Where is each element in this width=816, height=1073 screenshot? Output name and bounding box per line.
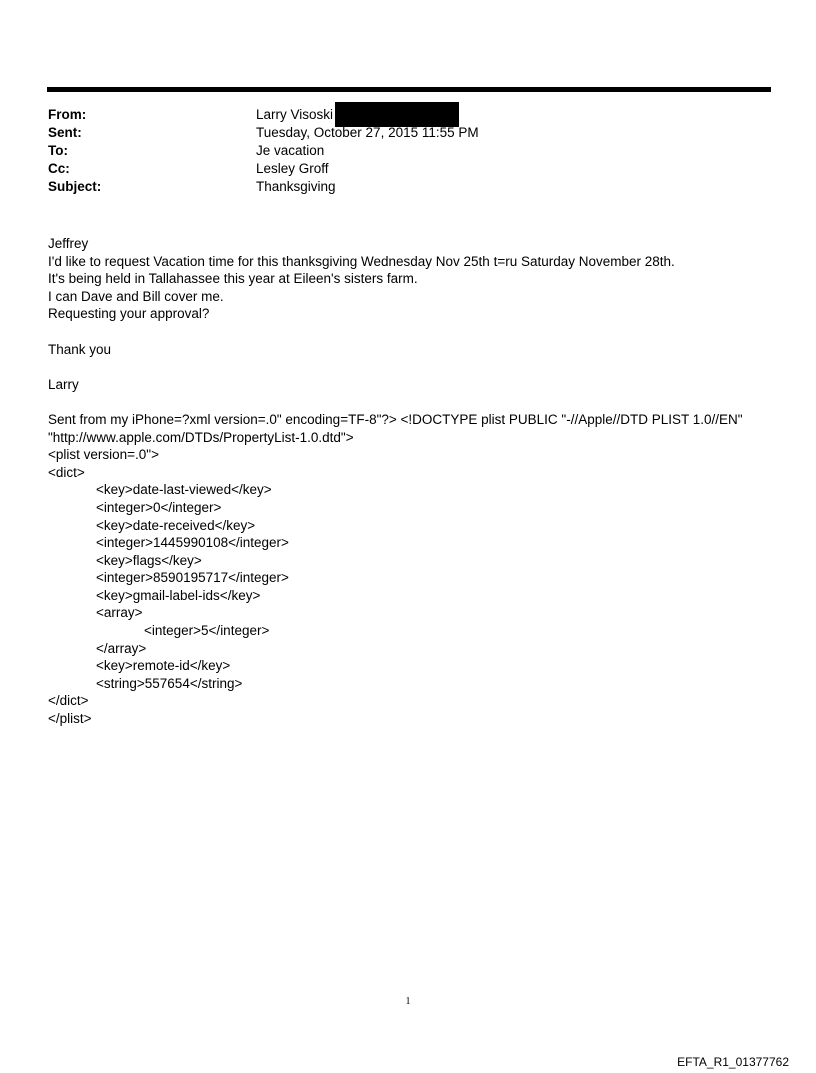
to-label: To: (48, 143, 68, 158)
subject-row (48, 178, 479, 196)
email-body (48, 235, 788, 728)
to-value: Je vacation (256, 143, 325, 158)
plist-key: <key>gmail-label-ids</key> (96, 587, 261, 603)
sent-from-line: Sent from my iPhone=?xml version=.0" encoding=TF-8"?> <!DOCTYPE plist PUBLIC "-//Apple//DTD PLIST 1.0//EN" (48, 411, 743, 427)
email-header (48, 106, 479, 196)
from-value: Larry Visoski (256, 107, 334, 122)
body-paragraph: It's being held in Tallahassee this year at Eileen's sisters farm. (48, 271, 418, 287)
plist-key: <key>date-last-viewed</key> (96, 482, 272, 498)
from-value-wrap (256, 106, 459, 124)
plist-value: <integer>5</integer> (144, 623, 270, 639)
cc-row (48, 160, 479, 178)
dtd-url-line: "http://www.apple.com/DTDs/PropertyList-1.0.dtd"> (48, 429, 354, 445)
plist-value: <integer>0</integer> (96, 499, 222, 515)
header-divider (47, 87, 771, 92)
body-paragraph: I'd like to request Vacation time for this thanksgiving Wednesday Nov 25th t=ru Saturday November 28th. (48, 253, 675, 269)
greeting: Jeffrey (48, 236, 89, 251)
cc-label: Cc: (48, 161, 70, 176)
body-paragraph: Requesting your approval? (48, 306, 210, 322)
spacer (48, 358, 788, 376)
plist-key: <key>date-received</key> (96, 517, 256, 533)
from-label: From: (48, 107, 87, 122)
plist-close: </plist> (48, 711, 92, 727)
plist-value: <integer>8590195717</integer> (96, 570, 289, 586)
to-row (48, 142, 479, 160)
dict-close: </dict> (48, 693, 89, 709)
subject-value: Thanksgiving (256, 179, 336, 194)
subject-label: Subject: (48, 179, 102, 194)
sent-label: Sent: (48, 125, 82, 140)
dict-open: <dict> (48, 464, 85, 480)
cc-value: Lesley Groff (256, 161, 329, 176)
sent-value: Tuesday, October 27, 2015 11:55 PM (256, 125, 479, 140)
signoff: Larry (48, 376, 79, 392)
sent-row (48, 124, 479, 142)
document-id: EFTA_R1_01377762 (677, 1055, 789, 1069)
body-paragraph: I can Dave and Bill cover me. (48, 288, 224, 304)
plist-key: <key>remote-id</key> (96, 658, 231, 674)
spacer (48, 323, 788, 341)
array-open: <array> (96, 605, 143, 621)
from-row (48, 106, 479, 124)
plist-value: <string>557654</string> (96, 675, 243, 691)
plist-open: <plist version=.0"> (48, 447, 159, 463)
page-number: 1 (405, 996, 411, 1007)
thanks-line: Thank you (48, 341, 112, 357)
array-close: </array> (96, 640, 147, 656)
spacer (48, 393, 788, 411)
plist-value: <integer>1445990108</integer> (96, 535, 289, 551)
plist-key: <key>flags</key> (96, 552, 202, 568)
